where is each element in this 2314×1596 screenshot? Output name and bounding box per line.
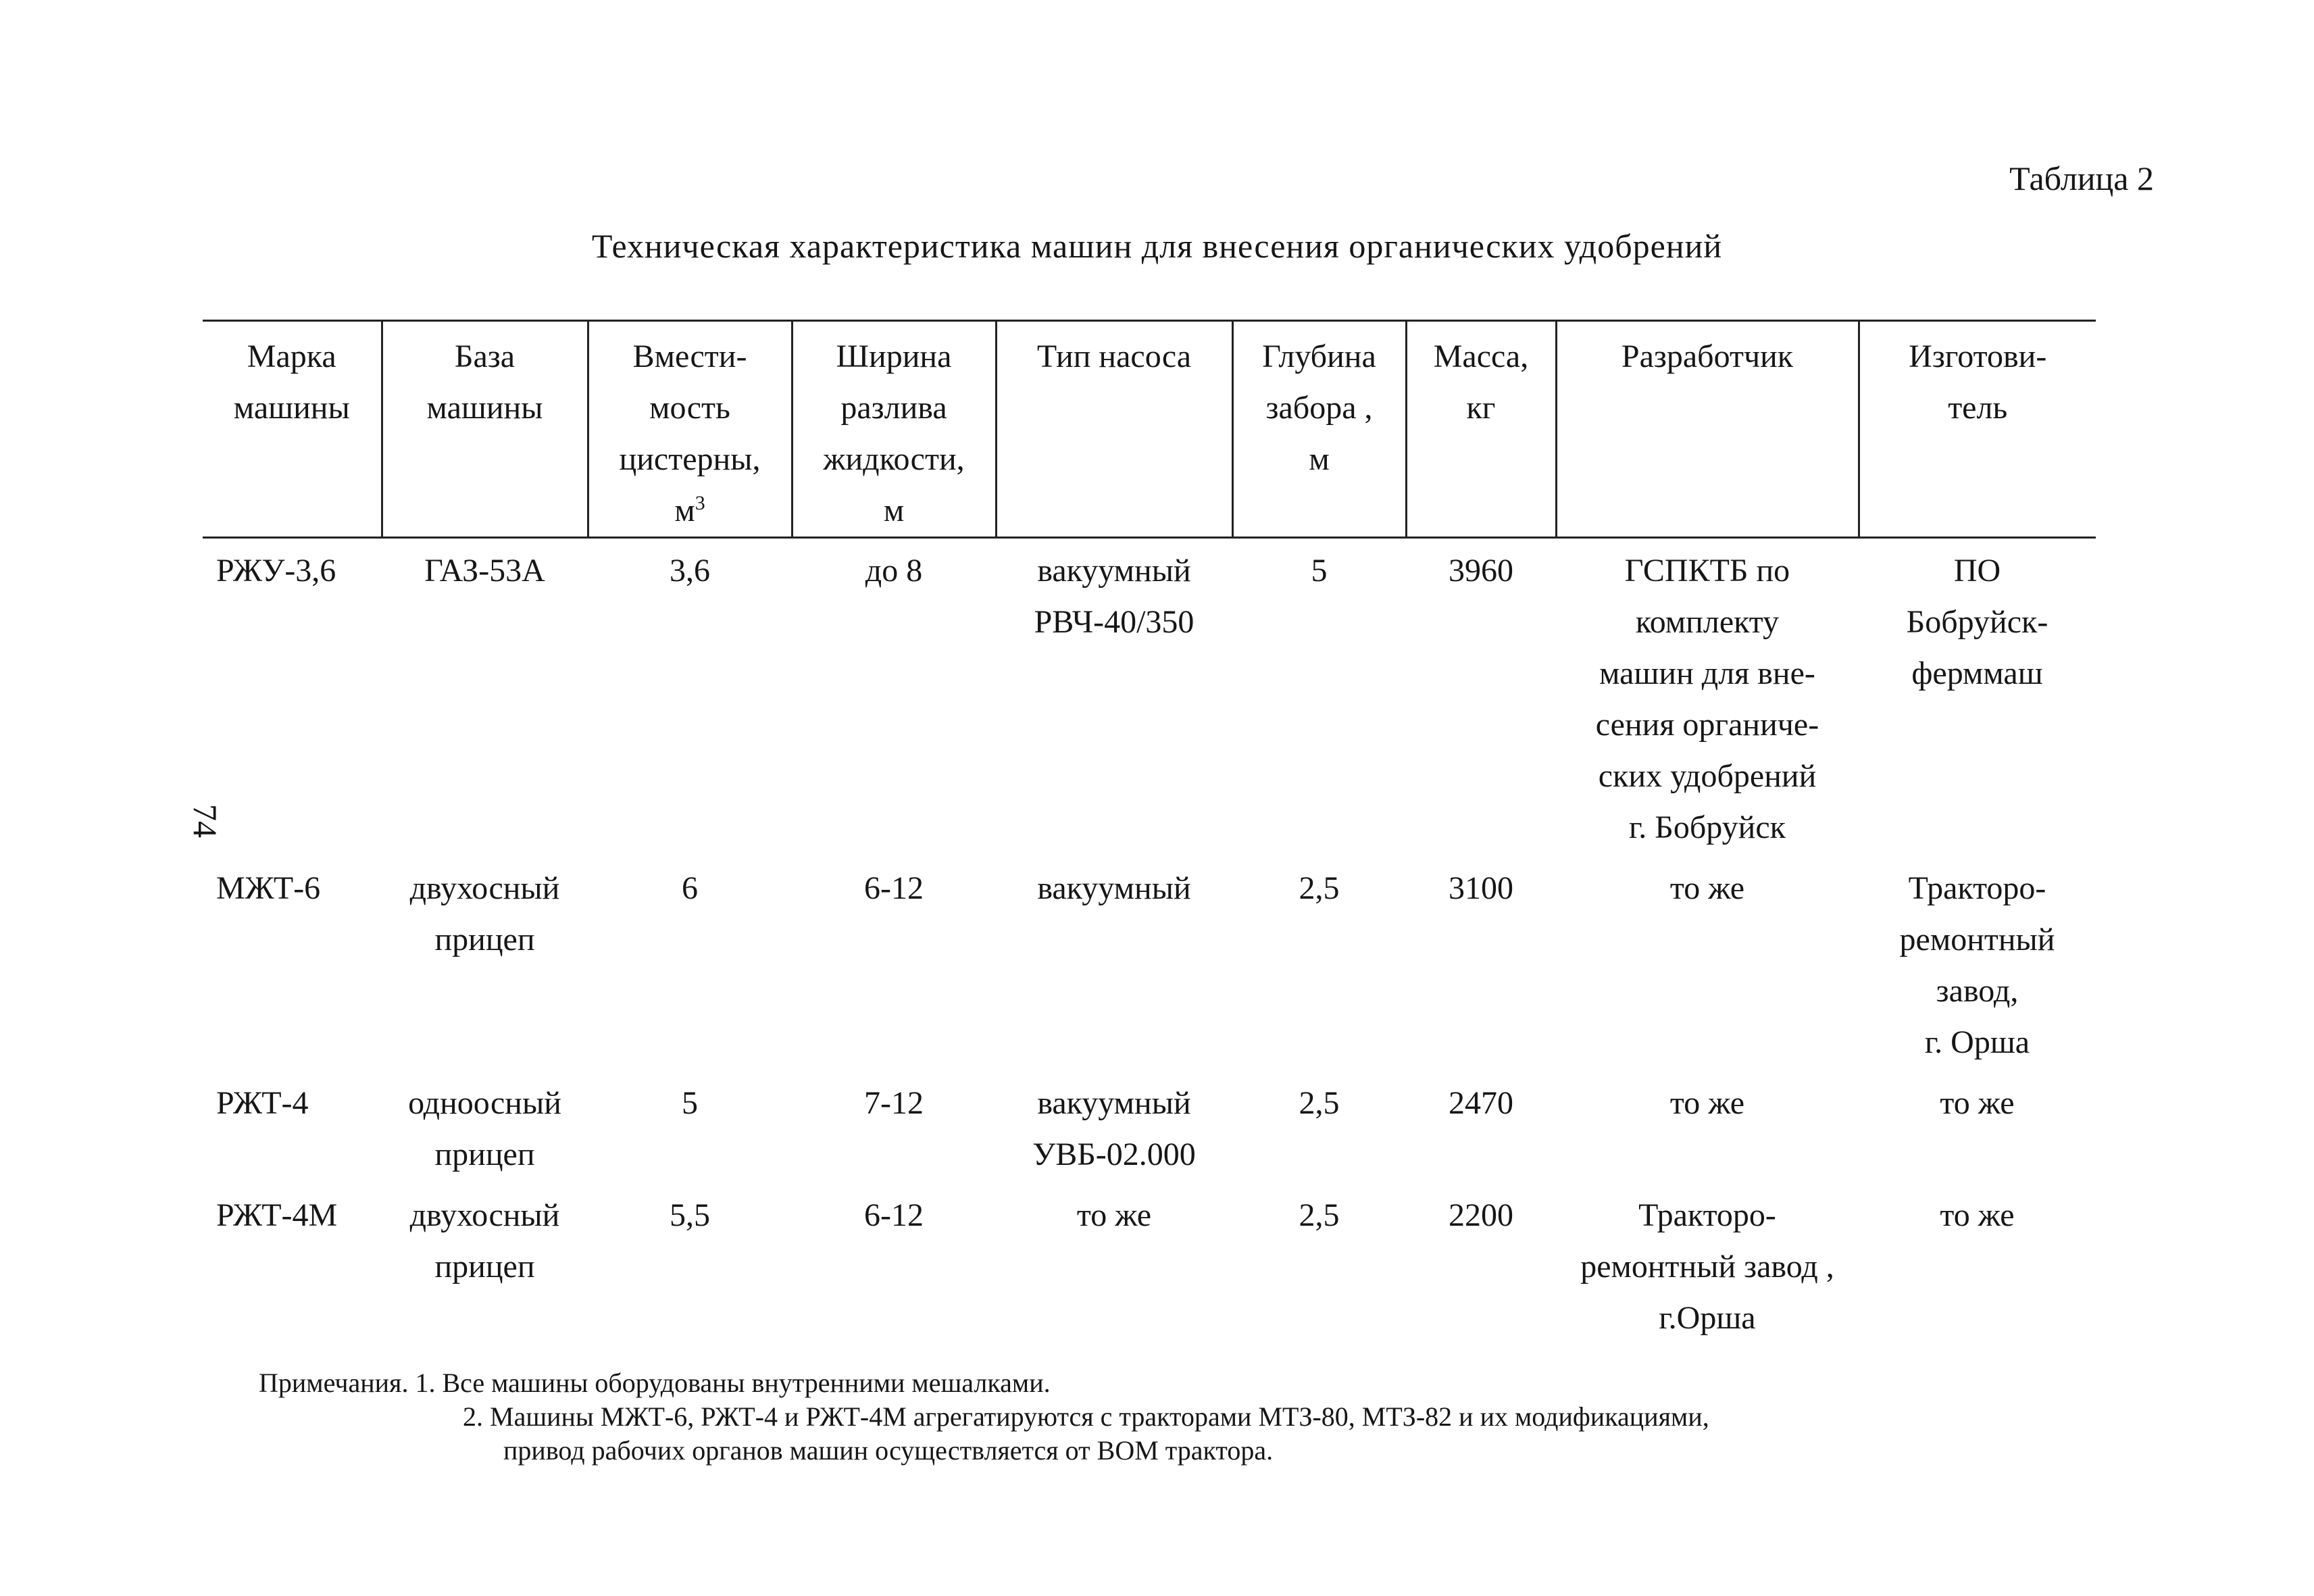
cell-pump <box>996 1183 1232 1347</box>
cell-pump <box>996 538 1232 857</box>
header-mass: Масса, кг <box>1406 321 1556 538</box>
cell-depth <box>1232 1071 1406 1183</box>
cell-line: сения органиче- <box>1595 707 1819 743</box>
header-width: Ширина разлива жидкости, м <box>792 321 996 538</box>
cell-line: 2,5 <box>1299 1197 1340 1233</box>
note-2-line-1: 2. Машины МЖТ-6, РЖТ-4 и РЖТ-4М агрегатируются с тракторами МТЗ-80, МТЗ-82 и их модификациями, <box>463 1401 1709 1432</box>
cell-line: вакуумный <box>1037 1085 1191 1121</box>
cell-brand <box>203 1183 382 1347</box>
cell-line: 3960 <box>1449 553 1513 589</box>
cell-manufacturer <box>1859 856 2096 1071</box>
cell-line: то же <box>1940 1197 2015 1233</box>
cell-line: Бобруйск- <box>1906 604 2048 640</box>
cell-line: РЖУ-3,6 <box>216 553 336 589</box>
table-row <box>203 1183 2096 1347</box>
cell-width <box>792 856 996 1071</box>
cell-width <box>792 1071 996 1183</box>
cell-developer <box>1556 1183 1859 1347</box>
cell-line: вакуумный <box>1037 553 1191 589</box>
cell-brand <box>203 1071 382 1183</box>
cell-line: РЖТ-4 <box>216 1085 309 1121</box>
cell-line: ских удобрений <box>1598 758 1817 794</box>
cell-line: вакуумный <box>1037 870 1191 906</box>
cell-mass <box>1406 1183 1556 1347</box>
notes-lead: Примечания. <box>259 1368 409 1398</box>
cell-line: 2470 <box>1449 1085 1513 1121</box>
cell-developer <box>1556 538 1859 857</box>
note-1-text: 1. Все машины оборудованы внутренними мешалками. <box>415 1368 1051 1398</box>
cell-line: то же <box>1669 1085 1745 1121</box>
table-row <box>203 538 2096 857</box>
cell-line: ремонтный завод , <box>1580 1249 1834 1285</box>
cell-line: 2200 <box>1449 1197 1513 1233</box>
table-body <box>203 538 2096 1347</box>
cell-capacity <box>588 538 792 857</box>
cell-line: 5 <box>1311 553 1328 589</box>
cell-developer <box>1556 856 1859 1071</box>
header-depth: Глубина забора , м <box>1232 321 1406 538</box>
cell-line: 5,5 <box>670 1197 710 1233</box>
cell-line: 3100 <box>1449 870 1513 906</box>
cell-base <box>382 538 588 857</box>
note-2-line-2: привод рабочих органов машин осуществляется от ВОМ трактора. <box>503 1435 1274 1466</box>
cell-pump <box>996 856 1232 1071</box>
cell-line: 7-12 <box>864 1085 924 1121</box>
cell-line: УВБ-02.000 <box>1032 1137 1196 1172</box>
cell-line: прицеп <box>434 1249 535 1285</box>
machines-table <box>203 320 2096 1347</box>
cell-line: г. Бобруйск <box>1629 809 1786 845</box>
cell-line: г.Орша <box>1659 1300 1756 1336</box>
cell-brand <box>203 538 382 857</box>
notes <box>259 1366 1709 1468</box>
header-pump: Тип насоса <box>996 321 1232 538</box>
header-capacity-unit: $м^3$ <box>674 492 705 528</box>
cell-manufacturer <box>1859 1071 2096 1183</box>
cell-line: одноосный <box>408 1085 561 1121</box>
cell-line: 5 <box>682 1085 698 1121</box>
cell-line: 6-12 <box>864 870 924 906</box>
header-brand: Марка машины <box>203 321 382 538</box>
cell-line: то же <box>1076 1197 1152 1233</box>
cell-manufacturer <box>1859 1183 2096 1347</box>
table-row <box>203 1071 2096 1183</box>
cell-line: прицеп <box>434 1137 535 1172</box>
cell-line: двухосный <box>409 870 560 906</box>
table-row <box>203 856 2096 1071</box>
cell-depth <box>1232 856 1406 1071</box>
cell-line: Тракторо- <box>1638 1197 1776 1233</box>
cell-base <box>382 1183 588 1347</box>
cell-mass <box>1406 538 1556 857</box>
cell-line: РЖТ-4М <box>216 1197 338 1233</box>
cell-line: ферммаш <box>1911 655 2043 691</box>
cell-line: ГАЗ-53А <box>424 553 545 589</box>
cell-line: то же <box>1669 870 1745 906</box>
cell-line: завод, <box>1936 973 2019 1009</box>
cell-capacity <box>588 1183 792 1347</box>
cell-line: машин для вне- <box>1599 655 1815 691</box>
cell-manufacturer <box>1859 538 2096 857</box>
note-1 <box>259 1366 1709 1400</box>
cell-brand <box>203 856 382 1071</box>
header-manufacturer: Изготови- тель <box>1859 321 2096 538</box>
page-number: 74 <box>186 804 224 838</box>
cell-line: комплекту <box>1635 604 1780 640</box>
cell-line: г. Орша <box>1924 1024 2030 1060</box>
cell-depth <box>1232 1183 1406 1347</box>
header-base: База машины <box>382 321 588 538</box>
cell-line: ПО <box>1953 553 2001 589</box>
cell-line: ремонтный <box>1899 922 2055 957</box>
table-number: Таблица 2 <box>2009 159 2154 197</box>
cell-mass <box>1406 1071 1556 1183</box>
table-header <box>203 321 2096 538</box>
cell-width <box>792 538 996 857</box>
cell-line: 2,5 <box>1299 870 1340 906</box>
cell-line: МЖТ-6 <box>216 870 321 906</box>
cell-developer <box>1556 1071 1859 1183</box>
cell-line: до 8 <box>865 553 923 589</box>
cell-line: двухосный <box>409 1197 560 1233</box>
cell-line: Тракторо- <box>1908 870 2046 906</box>
cell-capacity <box>588 856 792 1071</box>
cell-base <box>382 1071 588 1183</box>
cell-line: прицеп <box>434 922 535 957</box>
header-capacity: Вмести- мость цистерны, $м^3$ <box>588 321 792 538</box>
cell-line: ГСПКТБ по <box>1624 553 1790 589</box>
header-developer: Разработчик <box>1556 321 1859 538</box>
cell-capacity <box>588 1071 792 1183</box>
cell-depth <box>1232 538 1406 857</box>
cell-line: 2,5 <box>1299 1085 1340 1121</box>
cell-line: РВЧ-40/350 <box>1034 604 1194 640</box>
cell-line: то же <box>1940 1085 2015 1121</box>
table-title: Техническая характеристика машин для внесения органических удобрений <box>591 227 1723 265</box>
cell-mass <box>1406 856 1556 1071</box>
cell-line: 6-12 <box>864 1197 924 1233</box>
cell-line: 6 <box>682 870 698 906</box>
cell-base <box>382 856 588 1071</box>
cell-pump <box>996 1071 1232 1183</box>
cell-width <box>792 1183 996 1347</box>
cell-line: 3,6 <box>670 553 710 589</box>
